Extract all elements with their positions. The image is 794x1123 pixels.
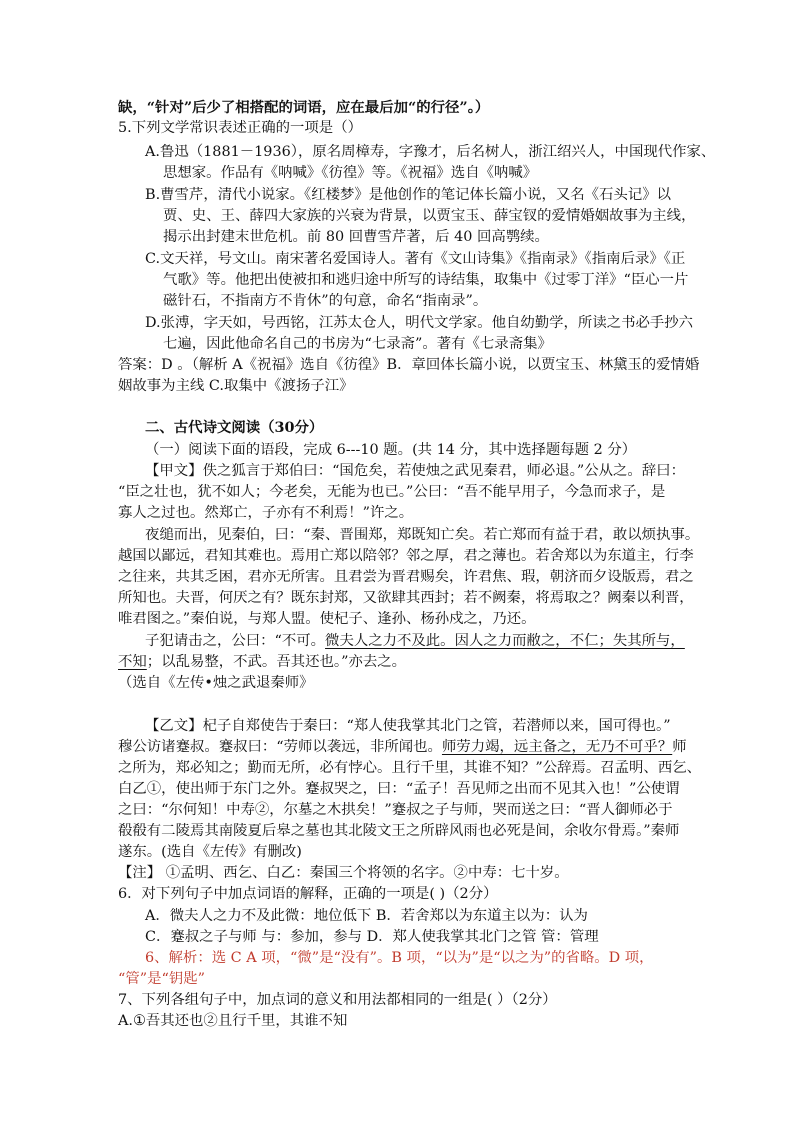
yiwen-note: 【注】 ①孟明、西乞、白乙：秦国三个将领的名字。②中寿：七十岁。 bbox=[118, 865, 569, 881]
yiwen-line: 白乙①，使出师于东门之外。蹇叔哭之，曰：“孟子！吾见师之出而不见其入也！”公使谓 bbox=[118, 781, 680, 797]
q5-option-line: 气歌》等。他把出使被扣和逃归途中所写的诗结集，取集中《过零丁洋》“臣心一片 bbox=[163, 272, 689, 288]
yiwen-text: 师 bbox=[672, 739, 687, 755]
q5-option-line: 磁针石，不指南方不肯休”的句意，命名“指南录”。 bbox=[163, 293, 488, 309]
jiawen-line: 寡人之过也。然郑亡，子亦有不利焉！”许之。 bbox=[118, 505, 414, 521]
q6-options-ab: A．微夫人之力不及此微：地位低下 B．若舍郑以为东道主以为：认为 bbox=[145, 908, 588, 924]
underlined-sentence: 微夫人之力不及此。因人之力而敝之，不仁；失其所与， bbox=[325, 633, 685, 649]
yiwen-line: 遂东。(选自《左传》有删改) bbox=[118, 844, 302, 860]
jiawen-line: “臣之壮也，犹不如人；今老矣，无能为也已。”公曰：“吾不能早用子，今急而求子，是 bbox=[118, 484, 666, 500]
q6-stem: 6．对下列句子中加点词语的解释，正确的一项是( )（2分） bbox=[118, 886, 498, 902]
jiawen-source: （选自《左传•烛之武退秦师》 bbox=[118, 675, 314, 691]
section-heading: 二、古代诗文阅读（30分） bbox=[145, 419, 324, 436]
q5-option-line: 贾、史、王、薛四大家族的兴衰为背景，以贾宝玉、薛宝钗的爱情婚姻故事为主线， bbox=[163, 208, 696, 224]
q5-option-line: 思想家。作品有《呐喊》《彷徨》等。《祝福》选自《呐喊》 bbox=[163, 165, 538, 181]
q5-answer-line: 姻故事为主线 C.取集中《渡扬子江》 bbox=[118, 378, 354, 394]
q6-options-cd: C．蹇叔之子与师 与：参加，参与 D．郑人使我掌其北门之管 管：管理 bbox=[145, 929, 599, 945]
yiwen-line: 之曰：“尔何知！中寿②，尔墓之木拱矣！”蹇叔之子与师，哭而送之曰：“晋人御师必于 bbox=[118, 802, 673, 818]
yiwen-line: 【乙文】杞子自郑使告于秦曰：“郑人使我掌其北门之管，若潜师以来，国可得也。” bbox=[145, 718, 671, 734]
underlined-sentence: 师劳力竭，远主备之，无乃不可乎？ bbox=[441, 739, 673, 755]
q5-option-line: C.文天祥，号文山。南宋著名爱国诗人。著有《文山诗集》《指南录》《指南后录》《正 bbox=[145, 251, 686, 267]
jiawen-line: 夜缒而出，见秦伯，曰：“秦、晋围郑，郑既知亡矣。若亡郑而有益于君，敢以烦执事。 bbox=[145, 527, 700, 543]
yiwen-line: 之所为，郑必知之；勤而无所，必有悖心。且行千里，其谁不知？”公辞焉。召孟明、西乞、 bbox=[118, 760, 701, 776]
jiawen-zifan-line bbox=[118, 652, 406, 672]
jiawen-line: 之往来，共其乏困，君亦无所害。且君尝为晋君赐矣，许君焦、瑕，朝济而夕设版焉，君之 bbox=[118, 569, 694, 585]
yiwen-line bbox=[118, 737, 687, 757]
q5-option-line: 七遍，因此他命名自己的书房为“七录斋”。著有《七录斋集》 bbox=[163, 336, 552, 352]
intro-line: 缺，“针对”后少了相搭配的词语，应在最后加“的行径”。） bbox=[118, 99, 490, 116]
jiawen-line: 所知也。夫晋，何厌之有？既东封郑，又欲肆其西封；若不阙秦，将焉取之？阙秦以利晋， bbox=[118, 590, 694, 606]
section-subheading: （一）阅读下面的语段，完成 6---10 题。(共 14 分，其中选择题每题 2 分） bbox=[145, 442, 637, 458]
q7-stem: 7、下列各组句子中，加点词的意义和用法都相同的一组是( ）（2分） bbox=[118, 992, 557, 1008]
jiawen-zifan-line bbox=[145, 631, 685, 651]
jiawen-line: 唯君图之。”秦伯说，与郑人盟。使杞子、逢孙、杨孙戍之，乃还。 bbox=[118, 611, 536, 627]
jiawen-line: 【甲文】佚之狐言于郑伯曰：“国危矣，若使烛之武见秦君，师必退。”公从之。辞曰： bbox=[145, 463, 685, 479]
q5-option-line: D.张溥，字天如，号西铭，江苏太仓人，明代文学家。他自幼勤学，所读之书必手抄六 bbox=[145, 315, 694, 331]
q6-analysis: “管”是“钥匙” bbox=[118, 971, 205, 987]
q5-answer-line: 答案：D 。（解析 A《祝福》选自《彷徨》B．章回体长篇小说，以贾宝玉、林黛玉的爱情婚 bbox=[118, 357, 700, 373]
jiawen-line: 越国以鄙远，君知其难也。焉用亡郑以陪邻？邻之厚，君之薄也。若舍郑以为东道主，行李 bbox=[118, 548, 694, 564]
q5-option-line: B.曹雪芹，清代小说家。《红楼梦》是他创作的笔记体长篇小说，又名《石头记》以 bbox=[145, 187, 672, 203]
q5-option-line: A.鲁迅（1881－1936），原名周樟寿，字豫才，后名树人，浙江绍兴人，中国现代作家、 bbox=[145, 144, 716, 160]
q6-analysis: 6、解析：选 C A 项，“微”是“没有”。B 项，“以为”是“以之为”的省略。D 项， bbox=[145, 950, 654, 966]
underlined-sentence: 不知 bbox=[118, 654, 147, 670]
jiawen-zifan-text: 子犯请击之，公曰：“不可。 bbox=[145, 633, 326, 649]
jiawen-zifan-text: ；以乱易整，不武。吾其还也。”亦去之。 bbox=[146, 654, 406, 670]
q5-option-line: 揭示出封建末世危机。前 80 回曹雪芹著，后 40 回高鹗续。 bbox=[163, 229, 549, 245]
yiwen-line: 殽殽有二陵焉其南陵夏后皋之墓也其北陵文王之所辟风雨也必死是间，余收尔骨焉。”秦师 bbox=[118, 823, 680, 839]
yiwen-text: 穆公访诸蹇叔。蹇叔曰：“劳师以袭远，非所闻也。 bbox=[118, 739, 442, 755]
q7-option-a: A.①吾其还也②且行千里，其谁不知 bbox=[118, 1013, 348, 1029]
q5-stem: 5.下列文学常识表述正确的一项是（） bbox=[118, 120, 362, 136]
